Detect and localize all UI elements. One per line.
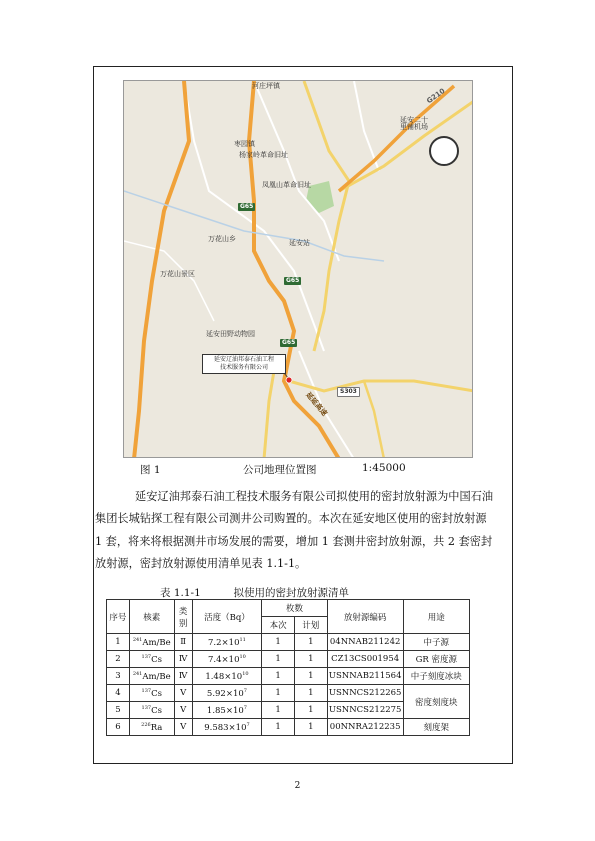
road-shield-s303: S303 <box>337 387 360 397</box>
cell-class: Ⅱ <box>174 634 192 651</box>
radiation-source-table <box>106 599 470 736</box>
header-current: 本次 <box>262 617 295 634</box>
figure-scale: 1:45000 <box>362 462 406 474</box>
header-activity: 活度（Bq） <box>192 600 262 634</box>
mass-number: 137 <box>141 687 152 694</box>
element: Am/Be <box>142 671 171 682</box>
element: Am/Be <box>142 637 171 648</box>
paragraph-line: 放射源，密封放射源使用清单见表 1.1-1。 <box>95 556 307 570</box>
cell-class: Ⅳ <box>174 651 192 668</box>
company-pointer <box>124 81 473 458</box>
road-shield-g65: G65 <box>282 339 296 346</box>
cell-current: 1 <box>262 719 295 736</box>
header-no: 序号 <box>107 600 130 634</box>
map-label-wanhuashan-scenic: 万花山景区 <box>160 270 195 278</box>
table-header-row <box>107 600 470 617</box>
activity-base: 5.92×10 <box>206 688 244 699</box>
cell-code: 04NNAB211242 <box>327 634 403 651</box>
activity-base: 1.48×10 <box>205 671 243 682</box>
cell-activity <box>192 651 262 668</box>
header-nuclide: 核素 <box>129 600 174 634</box>
cell-nuclide <box>129 719 174 736</box>
element: Cs <box>151 688 162 699</box>
activity-exponent: 10 <box>242 670 249 677</box>
cell-current: 1 <box>262 702 295 719</box>
cell-code: USNNCS212265 <box>327 685 403 702</box>
activity-exponent: 10 <box>239 653 246 660</box>
paragraph-line: 1 套，将来将根据测井市场发展的需要，增加 1 套测井密封放射源，共 2 套密封 <box>95 534 493 548</box>
cell-activity <box>192 719 262 736</box>
activity-base: 7.2×10 <box>208 637 240 648</box>
cell-no: 4 <box>107 685 130 702</box>
cell-class: Ⅴ <box>174 685 192 702</box>
table-caption-title: 拟使用的密封放射源清单 <box>233 587 349 599</box>
cell-nuclide <box>129 668 174 685</box>
paragraph-line: 集团长城钻探工程有限公司测井公司购置的。本次在延安地区使用的密封放射源 <box>95 512 487 526</box>
map-label-zoo: 延安田野动物园 <box>206 330 255 338</box>
cell-class: Ⅴ <box>174 719 192 736</box>
cell-current: 1 <box>262 634 295 651</box>
cell-nuclide <box>129 634 174 651</box>
company-name-line-2: 技术服务有限公司 <box>219 364 268 371</box>
table-row <box>107 634 470 651</box>
map-label-airport: 延安二十里铺机场 <box>400 116 428 131</box>
cell-nuclide <box>129 651 174 668</box>
paragraph-line: 延安辽油邦泰石油工程技术服务有限公司拟使用的密封放射源为中国石油 <box>135 490 494 503</box>
cell-use: 密度刻度块 <box>403 685 469 719</box>
mass-number: 241 <box>132 636 143 643</box>
activity-exponent: 11 <box>239 636 246 643</box>
map-label-yanan-station: 延安站 <box>289 239 310 247</box>
cell-class: Ⅴ <box>174 702 192 719</box>
element: Ra <box>150 722 163 733</box>
map-label-hezhuangping: 河庄坪镇 <box>252 82 280 90</box>
cell-use: 刻度架 <box>403 719 469 736</box>
cell-no: 6 <box>107 719 130 736</box>
cell-current: 1 <box>262 651 295 668</box>
cell-plan: 1 <box>294 634 327 651</box>
company-name-line-1: 延安辽油邦泰石油工程 <box>213 356 274 363</box>
element: Cs <box>151 654 162 665</box>
activity-base: 9.583×10 <box>204 722 247 733</box>
page-number: 2 <box>294 781 301 791</box>
cell-no: 2 <box>107 651 130 668</box>
cell-code: USNNCS212275 <box>327 702 403 719</box>
table-row <box>107 651 470 668</box>
road-label-expressway: 延延高速 <box>304 390 329 418</box>
header-plan: 计划 <box>294 617 327 634</box>
cell-code: CZ13CS001954 <box>327 651 403 668</box>
north-arrow-icon <box>429 136 459 166</box>
cell-use: 中子刻度冰块 <box>403 668 469 685</box>
cell-use: 中子源 <box>403 634 469 651</box>
cell-activity <box>192 634 262 651</box>
cell-no: 5 <box>107 702 130 719</box>
activity-base: 7.4×10 <box>208 654 240 665</box>
header-count: 枚数 <box>262 600 327 617</box>
cell-class: Ⅳ <box>174 668 192 685</box>
road-shield-g65: G65 <box>286 277 300 284</box>
table-caption <box>160 585 349 600</box>
activity-exponent: 7 <box>243 704 247 711</box>
cell-no: 1 <box>107 634 130 651</box>
cell-no: 3 <box>107 668 130 685</box>
map-label-wanhuashan-town: 万花山乡 <box>208 235 236 243</box>
map-label-fenghuangshan: 凤凰山革命旧址 <box>262 181 311 189</box>
mass-number: 226 <box>141 721 151 728</box>
cell-plan: 1 <box>294 668 327 685</box>
cell-nuclide <box>129 702 174 719</box>
cell-plan: 1 <box>294 685 327 702</box>
map-label-zaoyuan: 枣园镇 <box>234 140 255 148</box>
table-caption-number: 表 1.1-1 <box>160 587 201 599</box>
header-code: 放射源编码 <box>327 600 403 634</box>
map-label-yangjialing: 杨家岭革命旧址 <box>239 151 288 159</box>
mass-number: 137 <box>141 704 152 711</box>
table-row <box>107 719 470 736</box>
table-row <box>107 685 470 702</box>
activity-base: 1.85×10 <box>206 705 244 716</box>
cell-plan: 1 <box>294 719 327 736</box>
element: Cs <box>151 705 162 716</box>
road-label-g210: G210 <box>425 86 447 106</box>
cell-plan: 1 <box>294 651 327 668</box>
table-row <box>107 668 470 685</box>
cell-use: GR 密度源 <box>403 651 469 668</box>
activity-exponent: 7 <box>246 721 250 728</box>
figure-label: 图 1 <box>140 464 161 476</box>
figure-title: 公司地理位置图 <box>243 464 317 476</box>
header-use: 用途 <box>403 600 469 634</box>
cell-current: 1 <box>262 668 295 685</box>
cell-activity <box>192 668 262 685</box>
road-shield-g65: G65 <box>240 203 254 210</box>
activity-exponent: 7 <box>243 687 247 694</box>
mass-number: 137 <box>141 653 152 660</box>
header-class: 类别 <box>174 600 192 634</box>
cell-plan: 1 <box>294 702 327 719</box>
cell-nuclide <box>129 685 174 702</box>
cell-activity <box>192 702 262 719</box>
cell-code: USNNAB211564 <box>327 668 403 685</box>
cell-code: 00NNRA212235 <box>327 719 403 736</box>
cell-activity <box>192 685 262 702</box>
cell-current: 1 <box>262 685 295 702</box>
mass-number: 241 <box>132 670 143 677</box>
body-paragraph <box>95 486 527 575</box>
location-map <box>123 80 473 458</box>
